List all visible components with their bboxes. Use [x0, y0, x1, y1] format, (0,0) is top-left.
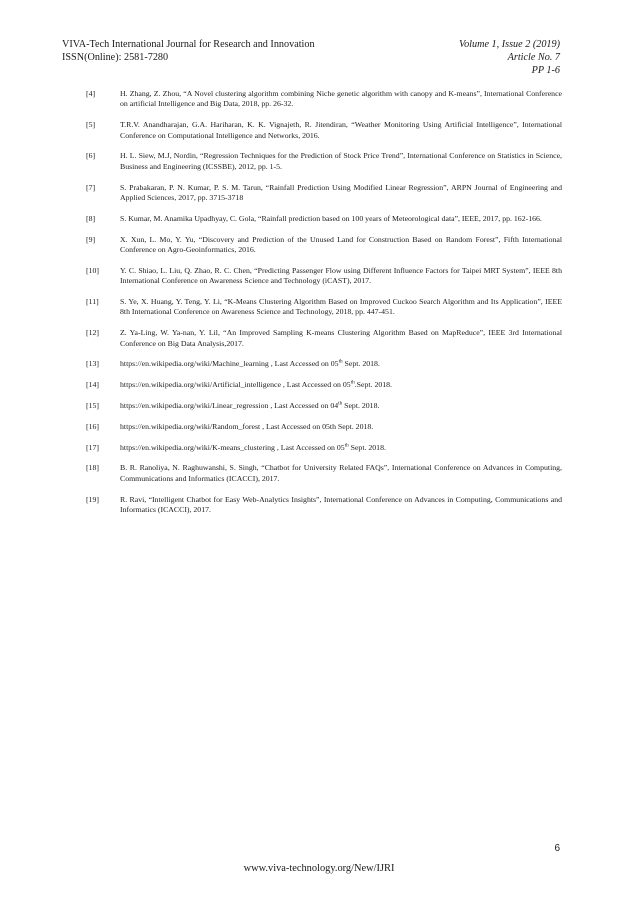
reference-item: [88, 214, 562, 224]
reference-number: [14]: [86, 380, 99, 390]
reference-item: [88, 266, 562, 287]
reference-number: [18]: [86, 463, 99, 473]
reference-item: [88, 183, 562, 204]
volume-issue: Volume 1, Issue 2 (2019): [458, 39, 560, 50]
reference-text: [120, 401, 562, 411]
reference-number: [9]: [86, 234, 96, 244]
reference-text: T.R.V. Anandharajan, G.A. Hariharan, K. K. Vignajeth, R. Jitendiran, “Weather Monitoring Using Artificial Intelligence”, International Conference on Computational Intelligence and Networks, 2016.: [120, 120, 562, 140]
reference-text-tail: .Sept. 2018.: [354, 380, 392, 390]
reference-item: [88, 380, 562, 390]
reference-list: [88, 89, 562, 526]
issue-header: [459, 38, 560, 77]
reference-text: S. Kumar, M. Anamika Upadhyay, C. Gola, “Rainfall prediction based on 100 years of Meteorological data”, IEEE, 2017, pp. 162-166.: [120, 213, 542, 223]
reference-text: https://en.wikipedia.org/wiki/Random_forest , Last Accessed on 05th Sept. 2018.: [120, 421, 374, 431]
reference-text: [120, 443, 562, 453]
ordinal-suffix: th: [350, 379, 355, 386]
reference-text-main: https://en.wikipedia.org/wiki/Linear_regression , Last Accessed on 04: [120, 401, 339, 411]
reference-number: [12]: [86, 328, 99, 338]
reference-text-main: https://en.wikipedia.org/wiki/Artificial_intelligence , Last Accessed on 05: [120, 380, 351, 390]
reference-number: [5]: [86, 120, 96, 130]
reference-text: Y. C. Shiao, L. Liu, Q. Zhao, R. C. Chen, “Predicting Passenger Flow using Different Influence Factors for Taipei MRT System”, IEEE 8th International Conference on Awareness Science and Technology (iCAST), 2017.: [120, 265, 562, 286]
reference-text: H. Zhang, Z. Zhou, “A Novel clustering algorithm combining Niche genetic algorithm with canopy and K-means”, International Conference on artificial Intelligence and Big Data, 2018, pp. 26-32.: [120, 89, 562, 109]
reference-number: [17]: [86, 442, 99, 452]
reference-text: R. Ravi, “Intelligent Chatbot for Easy Web-Analytics Insights”, International Conference on Advances in Computing, Communications and Informatics (ICACCI), 2017.: [120, 494, 562, 515]
reference-number: [4]: [86, 89, 96, 98]
reference-item: [88, 443, 562, 453]
reference-text: B. R. Ranoliya, N. Raghuwanshi, S. Singh, “Chatbot for University Related FAQs”, International Conference on Advances in Computing, Communications and Informatics (ICACCI), 2017.: [120, 463, 562, 483]
reference-text: X. Xun, L. Mo, Y. Yu, “Discovery and Prediction of the Unused Land for Construction Based on Random Forest”, Fifth International Conference on Agro-Geoinformatics, 2016.: [120, 234, 562, 255]
reference-item: [88, 89, 562, 110]
reference-number: [10]: [86, 265, 99, 275]
reference-text: S. Prabakaran, P. N. Kumar, P. S. M. Tarun, “Rainfall Prediction Using Modified Linear Regression”, ARPN Journal of Engineering and Applied Sciences, 2017, pp. 3715-3718: [120, 182, 562, 203]
journal-name: VIVA-Tech International Journal for Research and Innovation: [62, 39, 315, 50]
reference-item: [88, 463, 562, 484]
reference-number: [19]: [86, 494, 99, 504]
reference-item: [88, 359, 562, 369]
reference-text: [120, 359, 562, 369]
reference-number: [13]: [86, 359, 99, 369]
reference-text-tail: Sept. 2018.: [342, 401, 380, 411]
reference-text-tail: Sept. 2018.: [342, 359, 380, 369]
reference-item: [88, 120, 562, 141]
reference-text: [120, 380, 562, 390]
page-number: 6: [554, 843, 560, 854]
ordinal-suffix: th: [338, 400, 343, 407]
reference-item: [88, 495, 562, 516]
journal-header: [62, 38, 315, 64]
reference-number: [7]: [86, 182, 96, 192]
reference-item: [88, 151, 562, 172]
reference-item: [88, 235, 562, 256]
reference-number: [16]: [86, 421, 99, 431]
reference-item: [88, 401, 562, 411]
reference-item: [88, 297, 562, 318]
reference-item: [88, 422, 562, 432]
reference-number: [15]: [86, 401, 99, 411]
reference-text-main: https://en.wikipedia.org/wiki/Machine_learning , Last Accessed on 05: [120, 359, 339, 369]
page-range: PP 1-6: [531, 65, 560, 76]
footer-url: www.viva-technology.org/New/IJRI: [243, 863, 395, 874]
ordinal-suffix: th: [338, 358, 343, 365]
reference-text: S. Ye, X. Huang, Y. Teng, Y. Li, “K-Means Clustering Algorithm Based on Improved Cuckoo Search Algorithm and Its Application”, IEEE 8th International Conference on Awareness Science and Technology, 2018, pp. 447-451.: [120, 297, 562, 317]
reference-text-tail: Sept. 2018.: [348, 442, 386, 452]
reference-number: [6]: [86, 151, 96, 161]
reference-text: Z. Ya-Ling, W. Ya-nan, Y. Lil, “An Improved Sampling K-means Clustering Algorithm Based on MapReduce”, IEEE 3rd International Conference on Big Data Analysis,2017.: [120, 328, 562, 348]
reference-text-main: https://en.wikipedia.org/wiki/K-means_clustering , Last Accessed on 05: [120, 442, 345, 452]
reference-number: [8]: [86, 213, 96, 223]
article-number: Article No. 7: [507, 52, 560, 63]
issn: ISSN(Online): 2581-7280: [62, 52, 169, 63]
reference-item: [88, 328, 562, 349]
reference-number: [11]: [86, 297, 99, 307]
reference-text: H. L. Siew, M.J, Nordin, “Regression Techniques for the Prediction of Stock Price Trend”, International Conference on Statistics in Science, Business and Engineering (ICSSBE), 2012, pp. 1-5.: [120, 151, 562, 171]
ordinal-suffix: th: [344, 442, 349, 449]
